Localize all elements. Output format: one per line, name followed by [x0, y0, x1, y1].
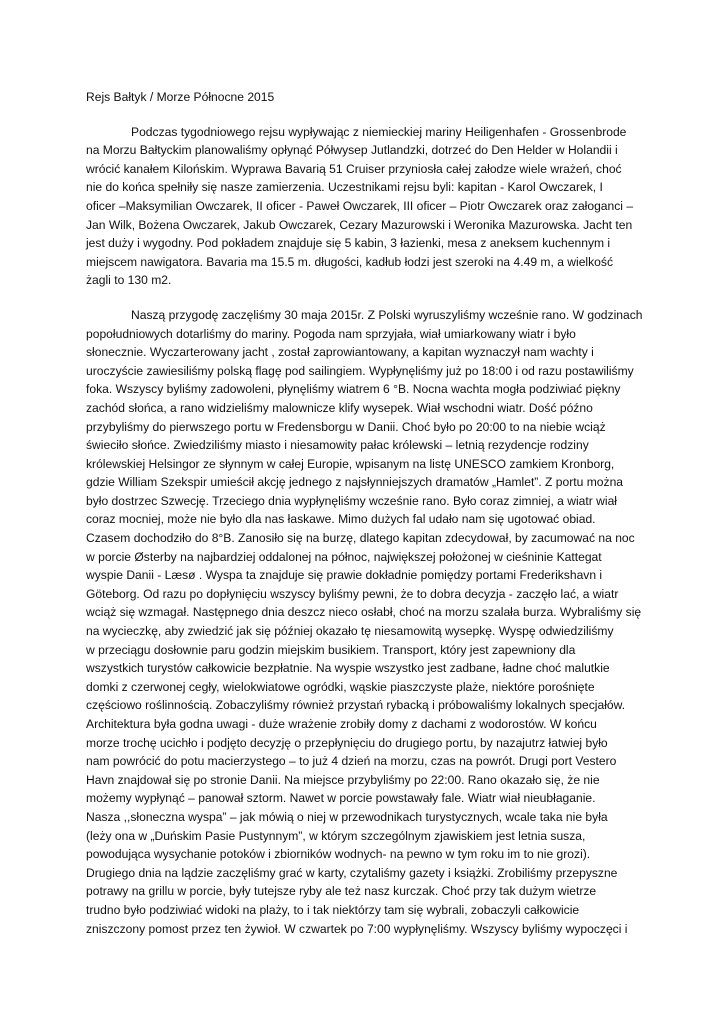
- text-line: coraz mocniej, może nie było dla nas łaskawe. Mimo dużych fal udało nam się ugotować obiad.: [86, 512, 596, 527]
- text-line: uroczyście zawiesiliśmy polską flagę pod sailingiem. Wypłynęliśmy już po 18:00 i od razu postawiliśmy: [86, 363, 634, 378]
- text-line: Havn znajdował się po stronie Danii. Na miejsce przybyliśmy po 22:00. Rano okazało się, że nie: [86, 772, 600, 787]
- text-line: foka. Wszyscy byliśmy zadowoleni, płynęliśmy wiatrem 6 °B. Nocna wachta mogła podziwiać piękny: [86, 382, 621, 397]
- text-line: świeciło słońce. Zwiedziliśmy miasto i niesamowity pałac królewski – letnią rezydencje rodziny: [86, 438, 589, 453]
- text-line: domki z czerwonej cegły, wielokwiatowe ogródki, wąskie piaszczyste plaże, niektóre porośnięte: [86, 679, 595, 694]
- body-paragraph: [86, 123, 639, 290]
- text-line: Göteborg. Od razu po dopłynięciu wszyscy byliśmy pewni, że to dobra decyzja - zaczęło lać, a wiatr: [86, 586, 619, 601]
- document-page: [86, 88, 643, 938]
- text-line: gdzie William Szekspir umieścił akcję jednego z najsłynniejszych dramatów „Hamlet”. Z portu można: [86, 475, 624, 490]
- text-line: słonecznie. Wyczarterowany jacht , został zaprowiantowany, a kapitan wyznaczył nam wachty i: [86, 345, 594, 360]
- text-line: królewskiej Helsingor ze słynnym w całej Europie, wpisanym na listę UNESCO zamkiem Kronborg,: [86, 456, 615, 471]
- text-line: oficer –Maksymilian Owczarek, II oficer - Paweł Owczarek, III oficer – Piotr Owczarek oraz załoganci –: [86, 198, 634, 213]
- text-line: wrócić kanałem Kilońskim. Wyprawa Bavarią 51 Cruiser przyniosła całej załodze wiele wrażeń, choć: [86, 161, 622, 176]
- text-line: Naszą przygodę zaczęliśmy 30 maja 2015r. Z Polski wyruszyliśmy wcześnie rano. W godzinach: [131, 307, 643, 322]
- text-line: miejscem nawigatora. Bavaria ma 15.5 m. długości, kadłub łodzi jest szeroki na 4.49 m, a wielkość: [86, 254, 613, 269]
- text-line: na wycieczkę, aby zwiedzić jak się później okazało tę niesamowitą wysepkę. Wyspę odwiedziliśmy: [86, 624, 614, 639]
- text-line: Jan Wilk, Bożena Owczarek, Jakub Owczarek, Cezary Mazurowski i Weronika Mazurowska. Jacht ten: [86, 217, 633, 232]
- text-line: Czasem dochodziło do 8°B. Zanosiło się na burzę, dlatego kapitan zdecydował, by zacumować na noc: [86, 531, 635, 546]
- text-line: wszystkich turystów całkowicie bezpłatnie. Na wyspie wszystko jest zadbane, ładne choć malutkie: [86, 661, 610, 676]
- text-line: nam powrócić do potu macierzystego – to już 4 dzień na morzu, czas na powrót. Drugi port Vestero: [86, 754, 617, 769]
- text-line: (leży ona w „Duńskim Pasie Pustynnym”, w którym szczególnym zjawiskiem jest letnia susza,: [86, 828, 586, 843]
- document-title: Rejs Bałtyk / Morze Północne 2015: [86, 90, 275, 104]
- text-line: żagli to 130 m2.: [86, 273, 172, 288]
- text-line: na Morzu Bałtyckim planowaliśmy opłynąć Półwysep Jutlandzki, dotrzeć do Den Helder w Holandii i: [86, 143, 618, 158]
- body-paragraph: [86, 306, 643, 938]
- text-line: powodująca wysychanie potoków i zbiorników wodnych- na pewno w tym roku im to nie grozi).: [86, 847, 591, 862]
- text-line: częściowo roślinnością. Zobaczyliśmy również przystań rybacką i próbowaliśmy lokalnych specjałów.: [86, 698, 626, 713]
- text-line: jest duży i wygodny. Pod pokładem znajduje się 5 kabin, 3 łazienki, mesa z aneksem kuchennym i: [86, 236, 611, 251]
- text-line: Drugiego dnia na lądzie zaczęliśmy grać w karty, czytaliśmy gazety i książki. Zrobiliśmy przepyszne: [86, 865, 618, 880]
- document-body: [86, 123, 643, 939]
- text-line: Podczas tygodniowego rejsu wypływając z niemieckiej mariny Heiligenhafen - Grossenbrode: [131, 124, 627, 139]
- text-line: w przeciągu dosłownie paru godzin miejskim busikiem. Transport, który jest zapewniony dla: [86, 642, 576, 657]
- text-line: przybyliśmy do pierwszego portu w Fredensborgu w Danii. Choć było po 20:00 to na niebie wciąż: [86, 419, 606, 434]
- text-line: było dostrzec Szwecję. Trzeciego dnia wypłynęliśmy wcześnie rano. Było coraz zimniej, a wiatr wiał: [86, 493, 617, 508]
- text-line: popołudniowych dotarliśmy do mariny. Pogoda nam sprzyjała, wiał umiarkowany wiatr i było: [86, 326, 576, 341]
- text-line: wciąż się wzmagał. Następnego dnia deszcz nieco osłabł, choć na morzu szalała burza. Wybraliśmy się: [86, 605, 642, 620]
- text-line: nie do końca spełniły się nasze zamierzenia. Uczestnikami rejsu byli: kapitan - Karol Owczarek, I: [86, 180, 603, 195]
- text-line: zniszczony pomost przez ten żywioł. W czwartek po 7:00 wypłynęliśmy. Wszyscy byliśmy wypoczęci i: [86, 921, 628, 936]
- text-line: potrawy na grillu w porcie, były tutejsze ryby ale też nasz kurczak. Choć przy tak dużym wietrze: [86, 884, 597, 899]
- text-line: Architektura była godna uwagi - duże wrażenie zrobiły domy z dachami z wodorostów. W końcu: [86, 717, 597, 731]
- text-line: zachód słońca, a rano widzieliśmy malownicze klify wysepek. Wiał wschodni wiatr. Dość późno: [86, 400, 593, 415]
- text-line: wyspie Danii - Læsø . Wyspa ta znajduje się prawie dokładnie pomiędzy portami Frederikshavn i: [86, 568, 603, 583]
- text-line: w porcie Østerby na najbardziej oddalonej na północ, największej położonej w cieśninie Kattegat: [86, 549, 602, 564]
- text-line: trudno było podziwiać widoki na plaży, to i tak niektórzy tam się wybrali, zobaczyli całkowicie: [86, 902, 580, 917]
- text-line: morze trochę ucichło i podjęto decyzję o przepłynięciu do drugiego portu, by nazajutrz łatwiej było: [86, 735, 608, 750]
- text-line: Nasza ,,słoneczna wyspa” – jak mówią o niej w przewodnikach turystycznych, wcale taka nie była: [86, 809, 608, 824]
- text-line: możemy wypłynąć – panował sztorm. Nawet w porcie powstawały fale. Wiatr wiał nieubłaganie.: [86, 791, 596, 806]
